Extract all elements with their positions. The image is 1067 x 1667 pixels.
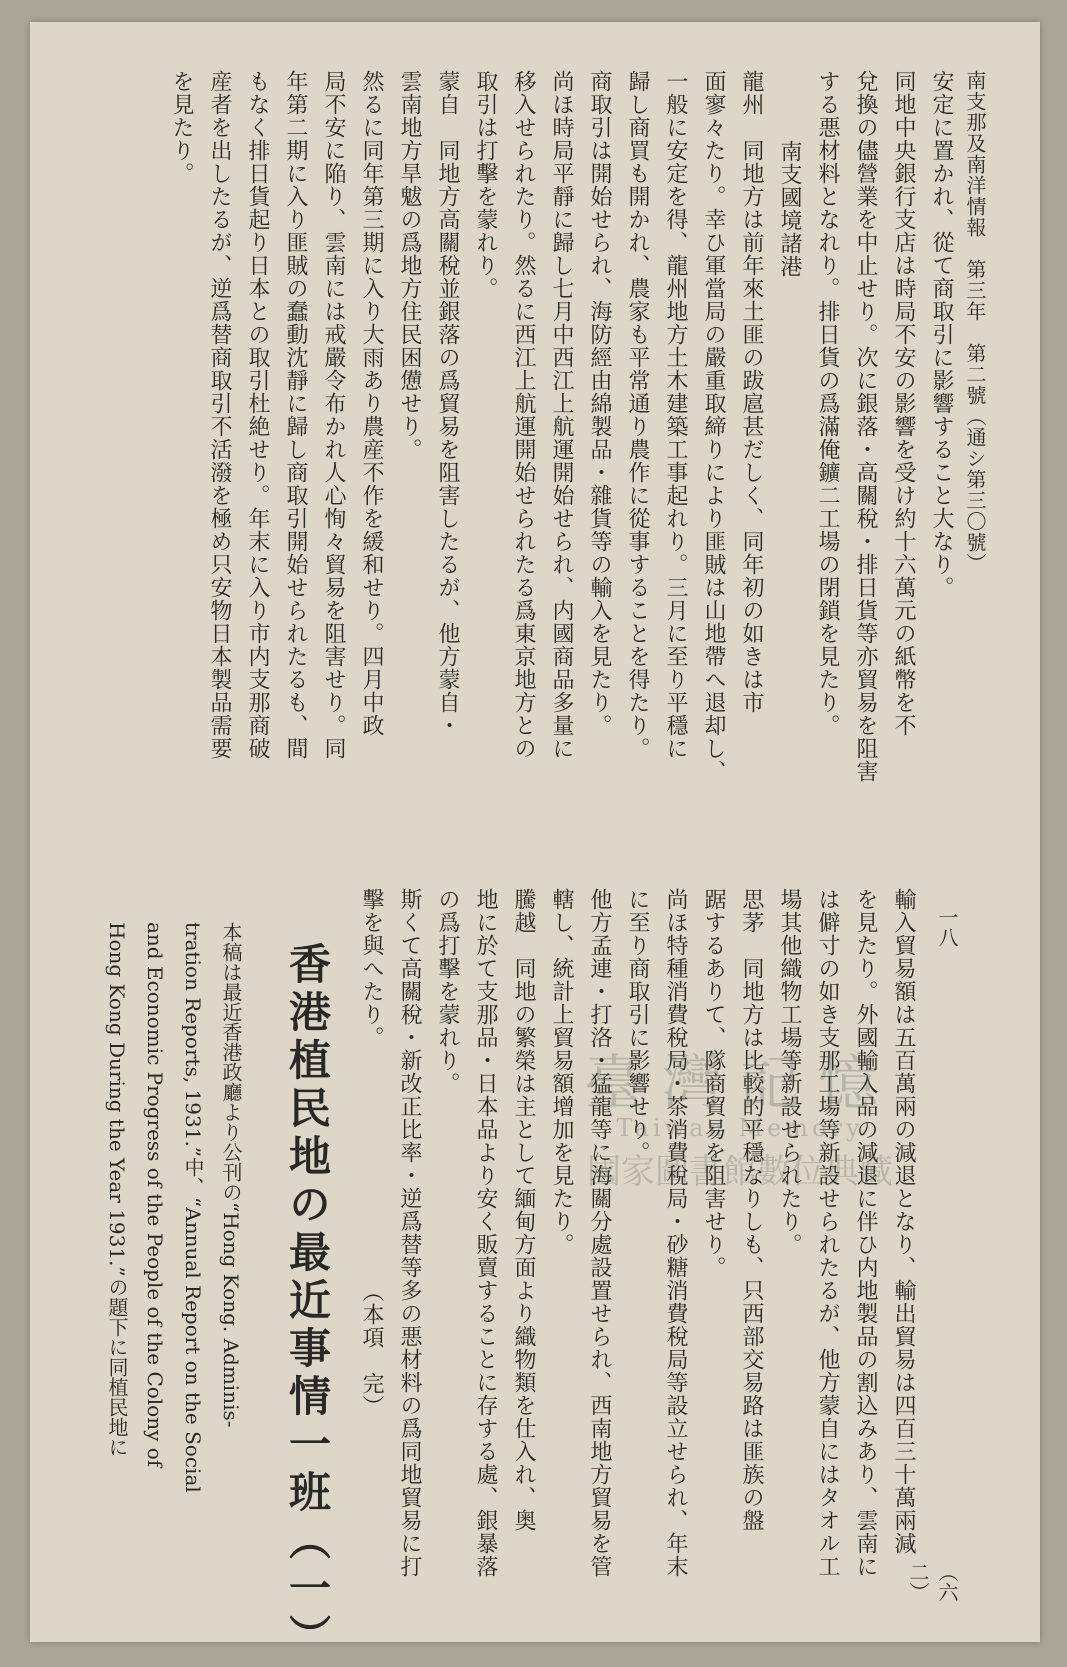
upper-text-block xyxy=(162,70,990,790)
text-column: 擊を與へたり。 （本項 完） xyxy=(359,888,384,1418)
intro-note xyxy=(98,922,250,1622)
text-column: 場其他織物工場等新設せられたり。 xyxy=(777,888,802,1256)
text-column: を見たり。外國輸入品の減退に伴ひ内地製品の割込みあり、雲南に xyxy=(853,888,878,1578)
text-column: に至り商取引に影響せり。 xyxy=(625,888,650,1164)
article-title: 香港植民地の最近事情一班（一） xyxy=(283,942,332,1662)
text-column: は僻寸の如き支那工場等新設せられたるが、他方蒙自にはタオル工 xyxy=(815,888,840,1578)
text-column: 尚ほ特種消費稅局・茶消費稅局・砂糖消費稅局等設立せられ、年末 xyxy=(663,888,688,1578)
text-column: 歸し商買も開かれ、農家も平常通り農作に從事することを得たり。 xyxy=(625,70,650,760)
text-column: 面寥々たり。幸ひ軍當局の嚴重取締りにより匪賊は山地帶へ退却し、 xyxy=(701,70,726,783)
note-column: tration Reports, 1931.”中、“Annual Report on the Social xyxy=(181,922,205,1493)
text-column: 同地中央銀行支店は時局不安の影響を受け約十六萬元の紙幣を不 xyxy=(891,70,916,737)
page-number: 一八 xyxy=(935,907,959,947)
text-column: 他方孟連・打洛・猛龍等に海關分處設置せられ、西南地方貿易を管 xyxy=(587,888,612,1578)
text-column: 産者を出したるが、逆爲替商取引不活潑を極め只安物日本製品需要 xyxy=(207,70,232,760)
text-column: 局不安に陥り、雲南には戒嚴令布かれ人心恂々貿易を阻害せり。同 xyxy=(321,70,346,760)
text-column: 一般に安定を得、龍州地方土木建築工事起れり。三月に至り平穩に xyxy=(663,70,688,760)
library-watermark xyxy=(480,1049,1000,1194)
note-column: Hong Kong During the Year 1931.”の題下に同植民地に xyxy=(105,922,129,1457)
text-column: 龍州 同地方は前年來土匪の跋扈甚だしく、同年初の如きは市 xyxy=(739,70,764,714)
text-column: 踞するありて、隊商貿易を阻害せり。 xyxy=(701,888,726,1279)
document-page xyxy=(30,22,1040,1662)
text-column: 取引は打擊を蒙れり。 xyxy=(473,70,498,300)
watermark-script: 臺灣記憶 xyxy=(584,1049,896,1119)
text-column: 斯くて高關稅・新改正比率・逆爲替等多の悪材料の爲同地貿易に打 xyxy=(397,888,422,1578)
text-column: 安定に置かれ、從て商取引に影響すること大なり。 xyxy=(929,70,954,599)
text-column: 移入せられたり。然るに西江上航運開始せられたる爲東京地方との xyxy=(511,70,536,760)
text-column: 年第二期に入り匪賊の蠢動沈靜に歸し商取引開始せられたるも、間 xyxy=(283,70,308,760)
note-column: 本稿は最近香港政廳より公刊の“Hong Kong. Adminis- xyxy=(219,922,243,1428)
text-column: の爲打擊を蒙れり。 xyxy=(435,888,460,1095)
note-column: and Economic Progress of the People of the Colony of xyxy=(143,922,167,1468)
page-number-total: （六二） xyxy=(906,1562,959,1602)
watermark-library: 國家圖書館數位典藏 xyxy=(587,1152,893,1192)
text-column: 雲南地方旱魃の爲地方住民困憊せり。 xyxy=(397,70,422,461)
text-column: を見たり。 xyxy=(169,70,194,185)
text-column: 輸入貿易額は五百萬兩の減退となり、輸出貿易は四百三十萬兩減 xyxy=(891,888,916,1555)
running-header xyxy=(960,70,990,790)
section-heading: 南支國境諸港 xyxy=(777,140,802,278)
text-column: 蒙自 同地方高關稅並銀落の爲貿易を阻害したるが、他方蒙自・ xyxy=(435,70,460,737)
text-column: 地に於て支那品・日本品より安く販賣することに存する處、銀暴落 xyxy=(473,888,498,1578)
text-column: 然るに同年第三期に入り大雨あり農産不作を緩和せり。四月中政 xyxy=(359,70,384,737)
lower-text-block xyxy=(352,888,922,1608)
text-column: 兌換の儘營業を中止せり。次に銀落・高關稅・排日貨等亦貿易を阻害 xyxy=(853,70,878,783)
text-column: 騰越 同地の繁榮は主として緬甸方面より織物類を仕入れ、奥 xyxy=(511,888,536,1532)
text-column: する悪材料となれり。排日貨の爲滿俺鑛二工場の閉鎖を見たり。 xyxy=(815,70,840,737)
text-column: 轄し、統計上貿易額增加を見たり。 xyxy=(549,888,574,1256)
text-column: 尚ほ時局平靜に歸し七月中西江上航運開始せられ、内國商品多量に xyxy=(549,70,574,760)
issue-info: 第三年 第二號（通シ第三〇號） xyxy=(963,259,987,574)
journal-title: 南支那及南洋情報 xyxy=(963,70,987,238)
text-column: 思茅 同地方は比較的平穩なりしも、只西部交易路は匪族の盤 xyxy=(739,888,764,1532)
text-column: もなく排日貨起り日本との取引杜絶せり。年末に入り市内支那商破 xyxy=(245,70,270,760)
watermark-latin: Taiwan Memory xyxy=(616,1114,864,1142)
text-column: 商取引は開始せられ、海防經由綿製品・雜貨等の輸入を見たり。 xyxy=(587,70,612,737)
